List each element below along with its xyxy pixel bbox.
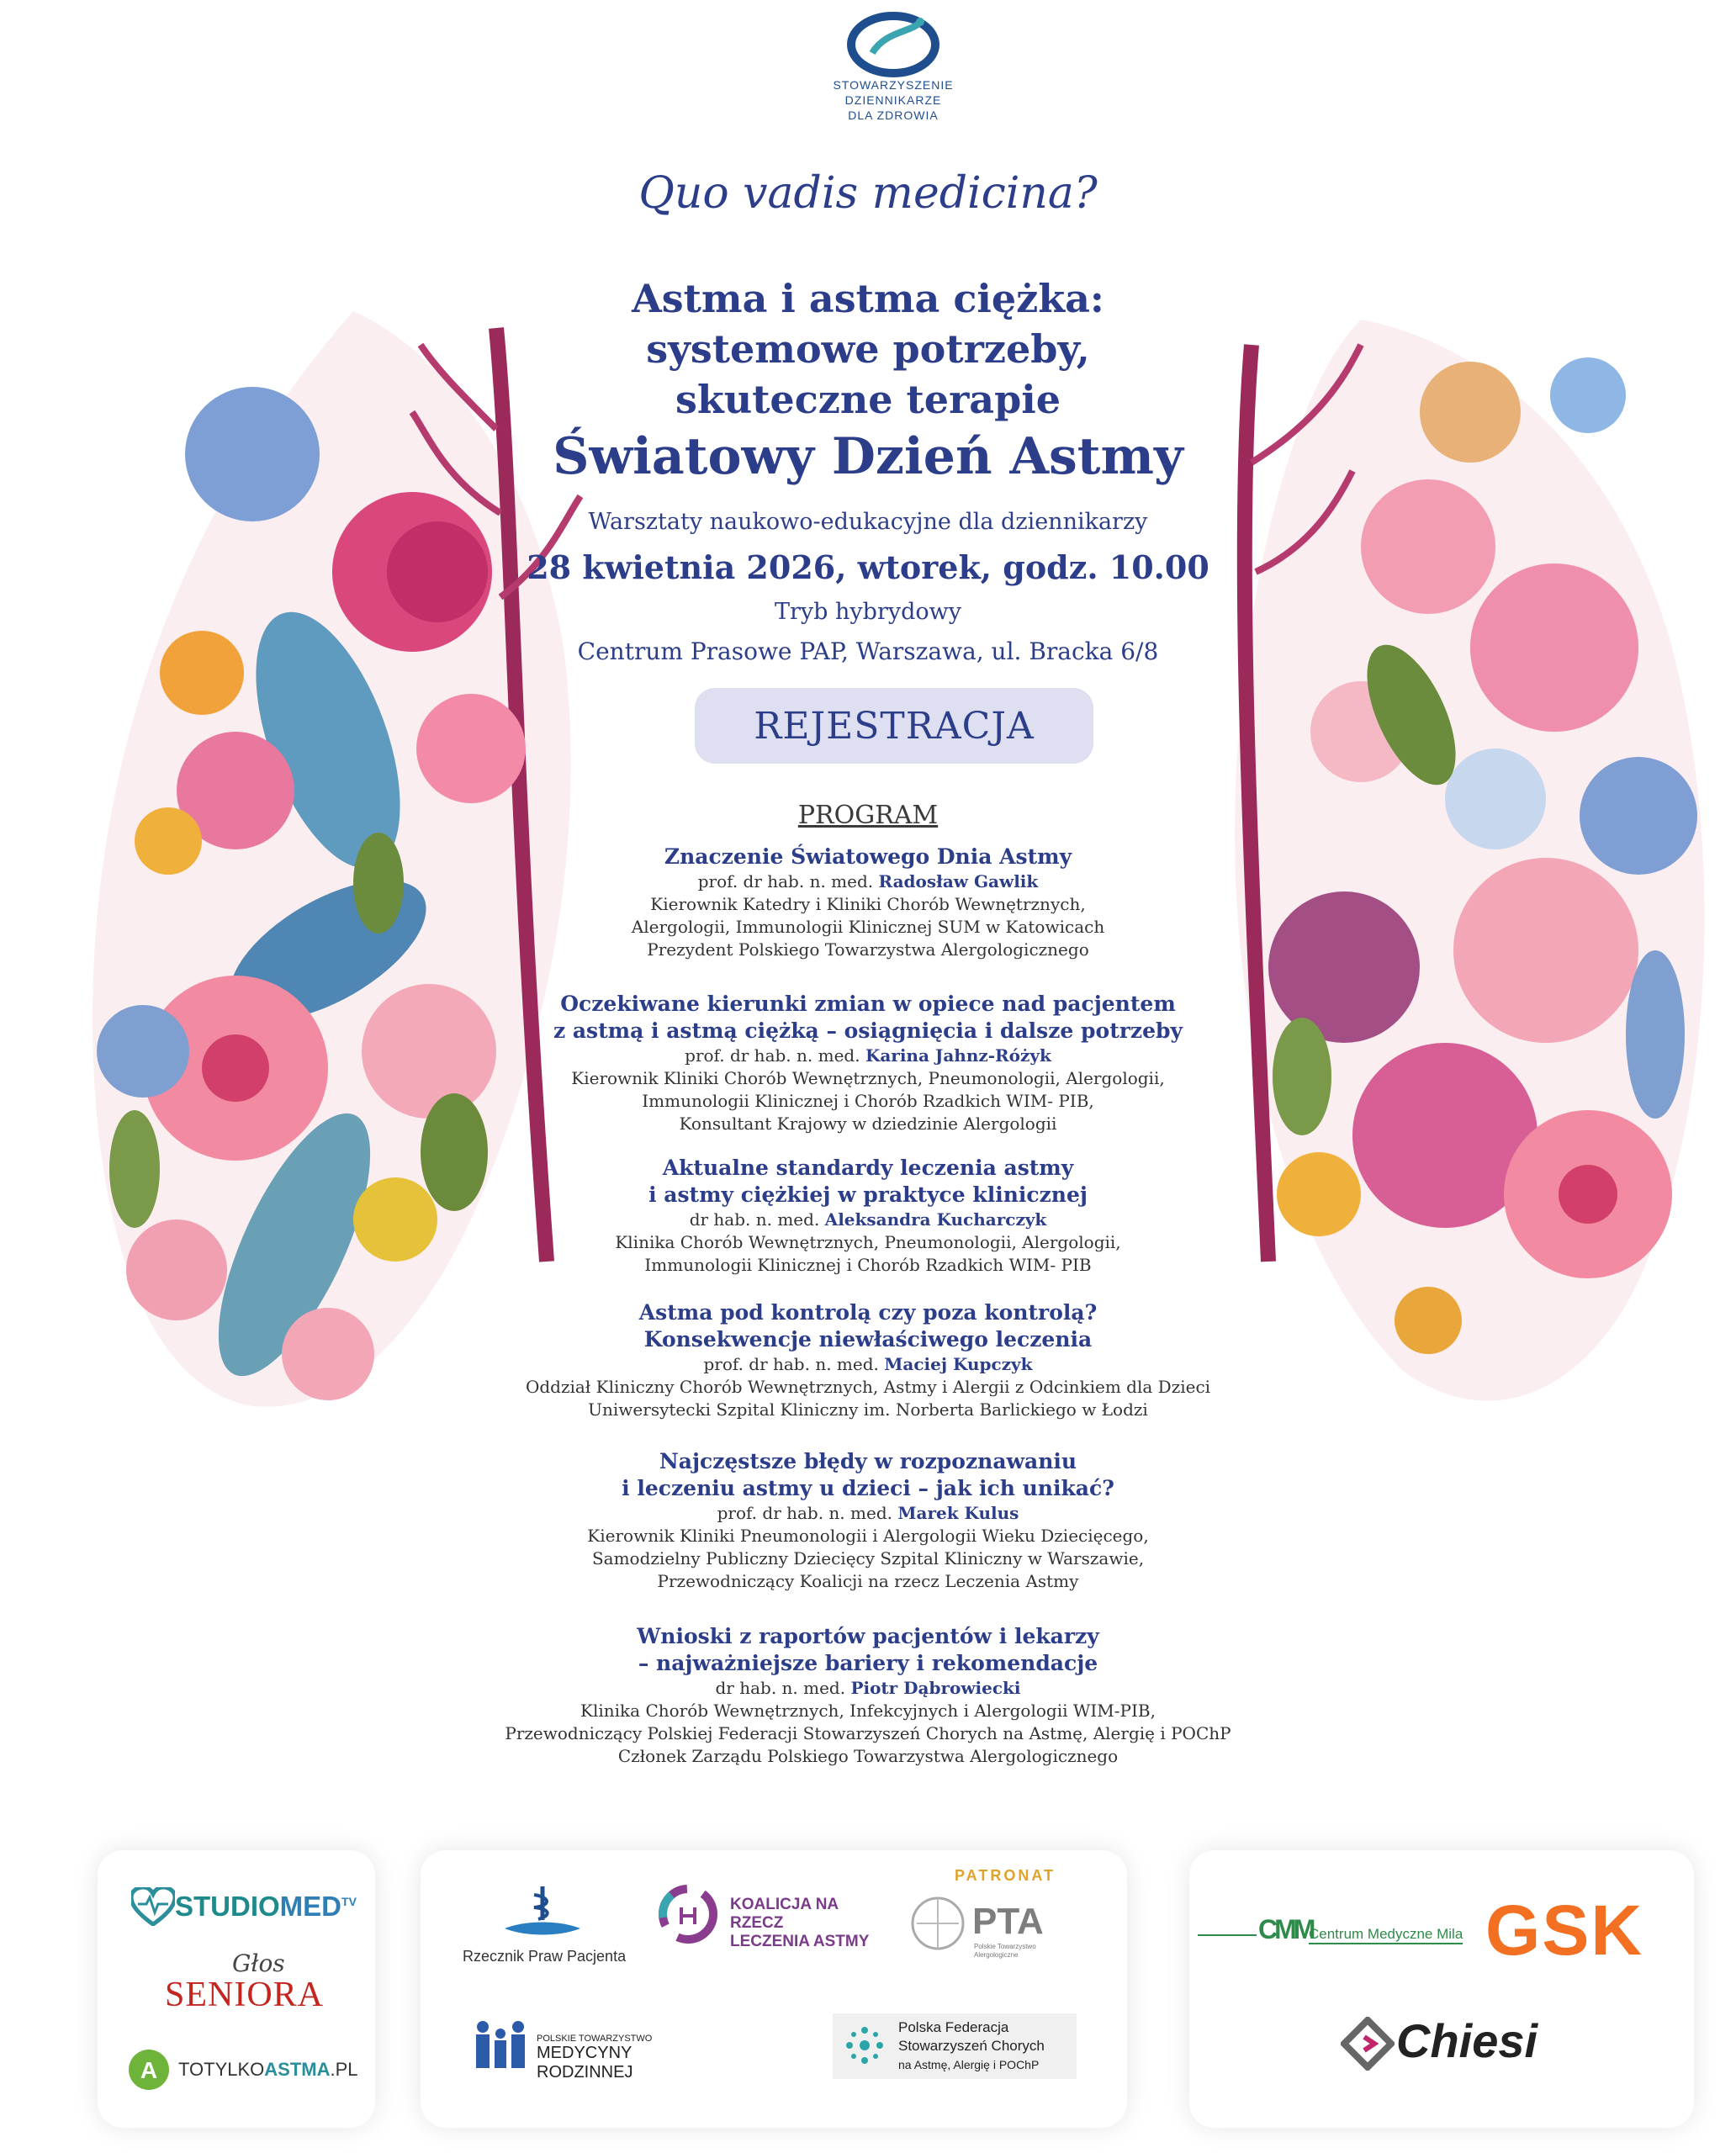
federacja-line-3: na Astmę, Alergię i POChP (898, 2058, 1040, 2071)
pta-globe-icon (908, 1894, 967, 1953)
talk-title: i astmy ciężkiej w praktyce klinicznej (648, 1182, 1088, 1207)
glos-seniora-logo[interactable] (165, 1949, 325, 2014)
speaker-degree: prof. dr hab. n. med. (685, 1045, 860, 1066)
chiesi-logo[interactable] (1341, 2010, 1593, 2077)
chiesi-label: Chiesi (1396, 2014, 1538, 2067)
speaker-affiliation: Konsultant Krajowy w dziedzinie Alergologii (679, 1114, 1057, 1134)
speaker-degree: prof. dr hab. n. med. (717, 1503, 892, 1523)
pta-patronat-logo[interactable] (908, 1867, 1077, 1976)
speaker-line (0, 870, 1736, 893)
speaker-affiliation: Kierownik Kliniki Pneumonologii i Alergologii Wieku Dziecięcego, (587, 1526, 1149, 1546)
studiomed-part-1: STUDIO (175, 1891, 280, 1922)
speaker-affiliation: Immunologii Klinicznej i Chorób Rzadkich WIM- PIB (644, 1255, 1092, 1275)
speaker-line (0, 1209, 1736, 1231)
studiomed-tv: TV (341, 1895, 357, 1908)
ptmr-family-icon (471, 2018, 530, 2074)
centrum-medyczne-mila-logo[interactable] (1198, 1909, 1475, 1960)
talk-title: Astma pod kontrolą czy poza kontrolą? (638, 1300, 1098, 1325)
svg-text:A: A (140, 2057, 158, 2083)
koalicja-ring-icon (656, 1882, 720, 1946)
speaker-affiliation: Alergologii, Immunologii Klinicznej SUM w Katowicach (631, 917, 1105, 937)
totylko-text: TOTYLKO (178, 2059, 265, 2080)
association-name: STOWARZYSZENIE DZIENNIKARZE DLA ZDROWIA (833, 78, 954, 122)
speaker-name: Marek Kulus (897, 1503, 1019, 1523)
event-name: Światowy Dzień Astmy (553, 427, 1183, 486)
chiesi-mark-icon (1341, 2017, 1395, 2071)
media-partners-card (98, 1850, 375, 2128)
koalicja-line-1: KOALICJA NA RZECZ (730, 1896, 839, 1932)
koalicja-line-2: LECZENIA ASTMY (730, 1933, 870, 1950)
cmm-label: Centrum Medyczne Mila (1309, 1926, 1463, 1944)
speaker-affiliation: Oddział Kliniczny Chorób Wewnętrznych, Astmy i Alergii z Odcinkiem dla Dzieci (525, 1377, 1211, 1397)
studiomed-logo[interactable] (131, 1882, 357, 1933)
speaker-affiliation: Kierownik Katedry i Kliniki Chorób Wewnętrznych, (650, 894, 1086, 914)
speaker-name: Radosław Gawlik (878, 871, 1039, 891)
speaker-affiliation: Uniwersytecki Szpital Kliniczny im. Norberta Barlickiego w Łodzi (588, 1399, 1148, 1420)
koalicja-logo[interactable] (656, 1882, 875, 1958)
talk-title: Wnioski z raportów pacjentów i lekarzy (637, 1624, 1099, 1648)
ptmr-logo[interactable] (471, 2018, 723, 2094)
glos-text: Głos (232, 1949, 285, 1977)
sponsors-card (1189, 1850, 1694, 2128)
ptmr-line-1: POLSKIE TOWARZYSTWO (537, 2034, 653, 2044)
patronat-label: PATRONAT (955, 1867, 1056, 1884)
studiomed-part-2: MED (279, 1891, 342, 1922)
totylkoastma-a-icon (128, 2049, 170, 2091)
seniora-text: SENIORA (165, 1976, 325, 2014)
astma-text: ASTMA (264, 2059, 331, 2080)
workshop-subtitle: Warsztaty naukowo-edukacyjne dla dziennikarzy (588, 509, 1148, 535)
speaker-affiliation: Przewodniczący Polskiej Federacji Stowarzyszeń Chorych na Astmę, Alergię i POChP (505, 1723, 1231, 1743)
talk-title: i leczeniu astmy u dzieci – jak ich unikać? (622, 1476, 1114, 1500)
tagline: Quo vadis medicina? (638, 168, 1098, 219)
pta-label: PTA (972, 1901, 1044, 1942)
program-item (0, 1623, 1736, 1768)
speaker-line (0, 1045, 1736, 1067)
talk-title: Znaczenie Światowego Dnia Astmy (664, 844, 1072, 869)
speaker-affiliation: Samodzielny Publiczny Dziecięcy Szpital Kliniczny w Warszawie, (591, 1548, 1145, 1568)
speaker-name: Piotr Dąbrowiecki (850, 1678, 1021, 1698)
program-heading: PROGRAM (797, 801, 939, 830)
speaker-name: Maciej Kupczyk (884, 1354, 1033, 1374)
speaker-affiliation: Przewodniczący Koalicji na rzecz Leczenia Astmy (657, 1571, 1079, 1591)
speaker-affiliation: Członek Zarządu Polskiego Towarzystwa Alergologicznego (617, 1746, 1119, 1766)
gsk-logo[interactable] (1485, 1892, 1670, 1968)
talk-title: Aktualne standardy leczenia astmy (662, 1156, 1074, 1180)
talk-title: Oczekiwane kierunki zmian w opiece nad pacjentem (560, 992, 1176, 1016)
studiomed-heart-icon (131, 1887, 175, 1926)
talk-title: – najważniejsze bariery i rekomendacje (638, 1651, 1098, 1675)
speaker-degree: prof. dr hab. n. med. (703, 1354, 879, 1374)
registration-button[interactable]: REJESTRACJA (695, 688, 1093, 764)
polska-federacja-logo[interactable] (833, 2013, 1077, 2079)
rpp-caduceus-icon (500, 1882, 585, 1941)
event-date: 28 kwietnia 2026, wtorek, godz. 10.00 (527, 548, 1209, 586)
talk-title: Konsekwencje niewłaściwego leczenia (643, 1327, 1093, 1352)
event-mode: Tryb hybrydowy (774, 599, 962, 625)
talk-title: Najczęstsze błędy w rozpoznawaniu (659, 1449, 1077, 1473)
speaker-affiliation: Kierownik Kliniki Chorób Wewnętrznych, Pneumonologii, Alergologii, (571, 1068, 1165, 1088)
program-item (0, 1299, 1736, 1421)
pta-sub-1: Polskie Towarzystwo (974, 1943, 1036, 1950)
speaker-affiliation: Immunologii Klinicznej i Chorób Rzadkich WIM- PIB, (642, 1091, 1094, 1111)
speaker-name: Karina Jahnz-Różyk (865, 1045, 1051, 1066)
speaker-line (0, 1502, 1736, 1525)
speaker-affiliation: Klinika Chorób Wewnętrznych, Infekcyjnych i Alergologii WIM-PIB, (580, 1701, 1156, 1721)
ptmr-line-2: MEDYCYNY RODZINNEJ (537, 2044, 633, 2082)
totylkoastma-logo[interactable] (128, 2049, 363, 2099)
title-line-3: skuteczne terapie (675, 377, 1061, 422)
speaker-degree: prof. dr hab. n. med. (697, 871, 874, 891)
title-line-1: Astma i astma ciężka: (632, 276, 1104, 321)
speaker-line (0, 1677, 1736, 1700)
speaker-degree: dr hab. n. med. (689, 1209, 820, 1230)
speaker-line (0, 1353, 1736, 1376)
speaker-degree: dr hab. n. med. (715, 1678, 846, 1698)
event-title (0, 273, 1736, 425)
event-location: Centrum Prasowe PAP, Warszawa, ul. Bracka 6/8 (577, 637, 1159, 665)
pl-text: .PL (330, 2059, 358, 2080)
federacja-dots-icon (839, 2020, 890, 2071)
patrons-card (421, 1850, 1127, 2128)
rzecznik-praw-pacjenta-logo[interactable] (463, 1882, 627, 1975)
rpp-label: Rzecznik Praw Pacjenta (463, 1948, 627, 1965)
federacja-line-2: Stowarzyszeń Chorych (898, 2038, 1045, 2054)
title-line-2: systemowe potrzeby, (646, 326, 1090, 372)
program-item (0, 844, 1736, 961)
program-item (0, 1155, 1736, 1277)
pta-sub-2: Alergologiczne (974, 1951, 1019, 1959)
federacja-line-1: Polska Federacja (898, 2019, 1009, 2035)
program-item (0, 1448, 1736, 1593)
program-item (0, 991, 1736, 1135)
speaker-name: Aleksandra Kucharczyk (824, 1209, 1047, 1230)
speaker-affiliation: Klinika Chorób Wewnętrznych, Pneumonologii, Alergologii, (615, 1232, 1121, 1252)
talk-title: z astmą i astmą ciężką – osiągnięcia i dalsze potrzeby (553, 1018, 1183, 1043)
speaker-affiliation: Prezydent Polskiego Towarzystwa Alergologicznego (647, 939, 1089, 960)
cmm-mark: CMM (1258, 1914, 1313, 1944)
gsk-label: GSK (1485, 1891, 1644, 1970)
